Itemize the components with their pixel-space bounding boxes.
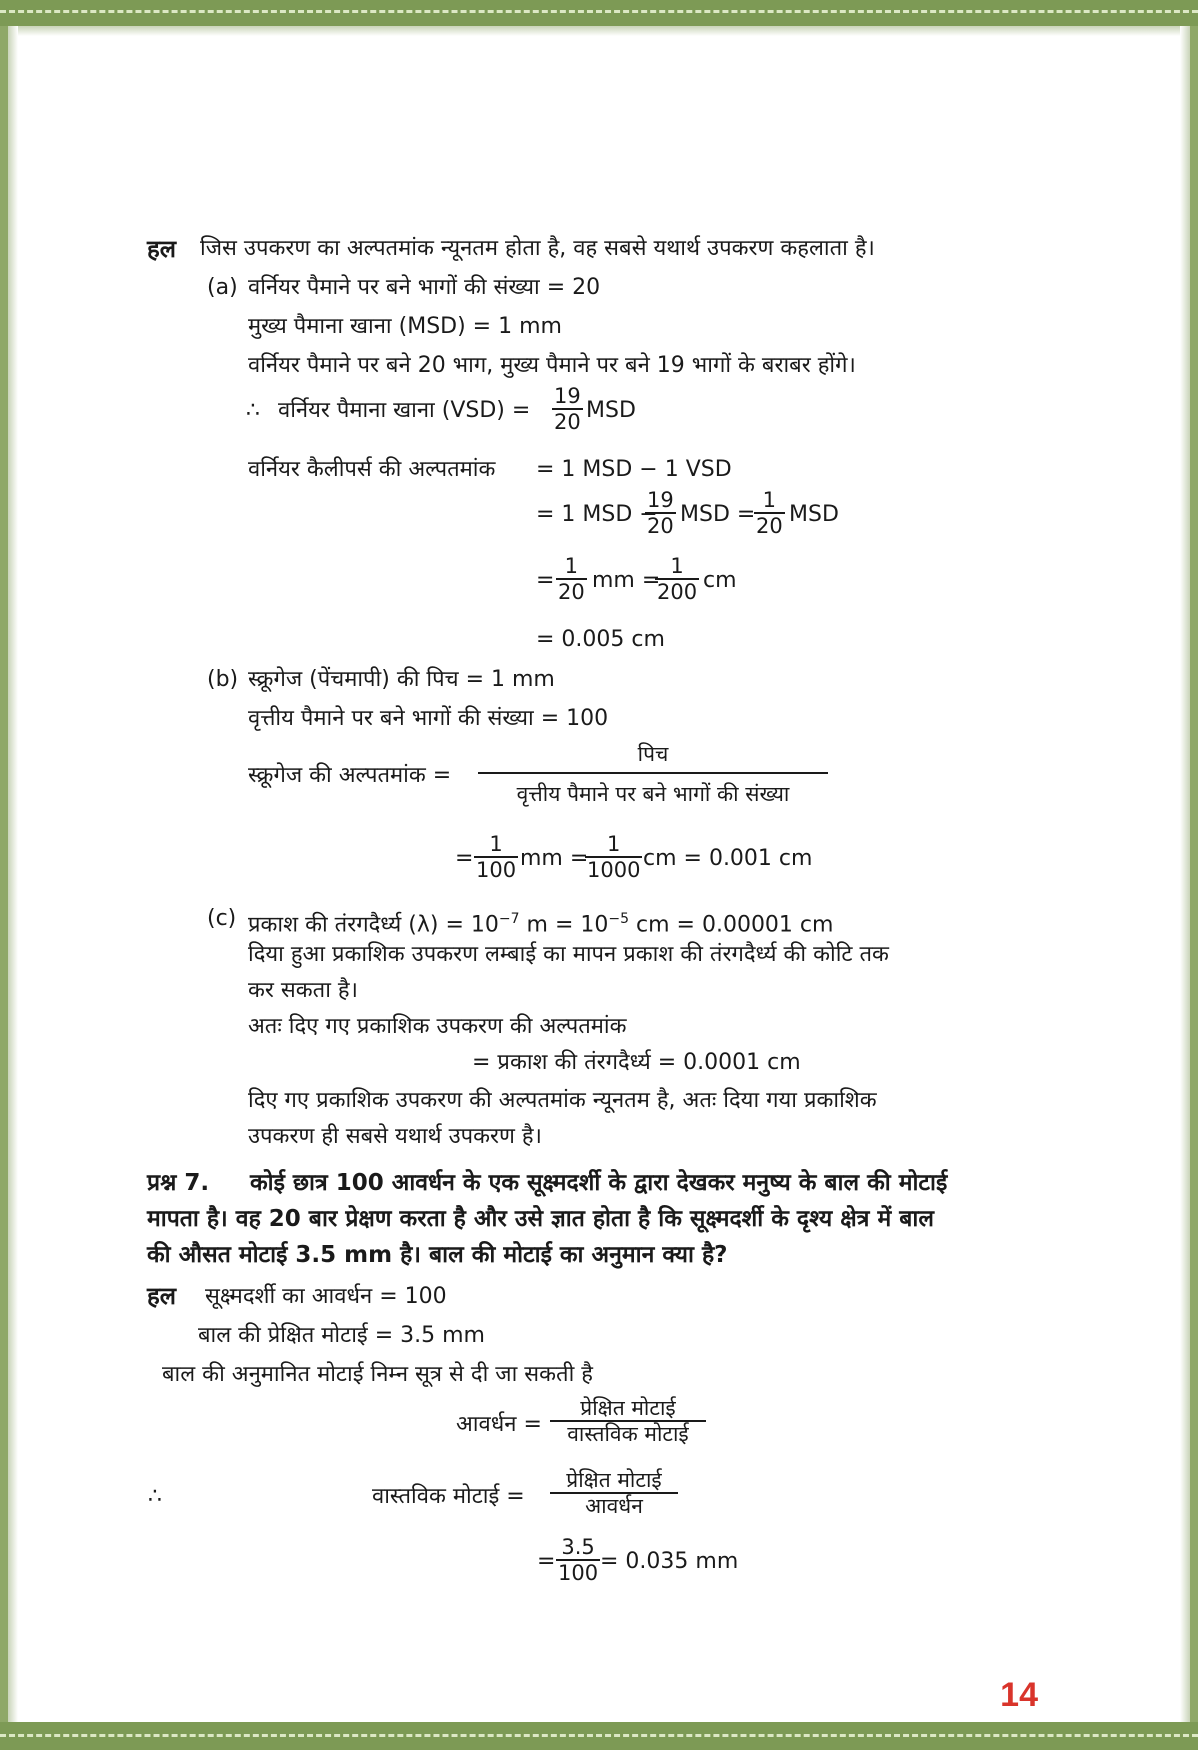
screw-lc-frac1 <box>474 832 518 882</box>
part-c-line6: दिए गए प्रकाशिक उपकरण की अल्पतमांक न्यूनतम है, अतः दिया गया प्रकाशिक <box>248 1088 877 1113</box>
part-a-marker: (a) <box>207 275 238 300</box>
denominator: 200 <box>657 580 698 604</box>
magnification-eq-lhs: आवर्धन = <box>456 1412 542 1437</box>
wavelength-text: m = 10 <box>519 912 609 938</box>
part-b-line1: स्क्रूगेज (पेंचमापी) की पिच = 1 mm <box>248 667 555 692</box>
result-pre: = <box>537 1549 556 1574</box>
part-c-line3: कर सकता है। <box>248 978 358 1003</box>
inner-shadow-right <box>1180 26 1190 1722</box>
inner-shadow-left <box>8 26 18 1722</box>
numerator: 1 <box>670 554 684 578</box>
vernier-lc-step2-mid: MSD = <box>680 502 756 527</box>
denominator: आवर्धन <box>550 1492 678 1518</box>
question-7-label: प्रश्न 7. <box>147 1170 210 1196</box>
top-border <box>0 0 1198 26</box>
solution-7-label: हल <box>147 1282 177 1310</box>
part-a-line3: वर्नियर पैमाने पर बने 20 भाग, मुख्य पैमाने पर बने 19 भागों के बराबर होंगे। <box>248 353 856 378</box>
exponent: −7 <box>498 911 520 927</box>
screw-lc-step-pre: = <box>455 846 474 871</box>
part-c-line4: अतः दिए गए प्रकाशिक उपकरण की अल्पतमांक <box>248 1014 627 1039</box>
magnification-fraction <box>550 1396 706 1446</box>
vernier-lc-step2-frac2 <box>754 488 785 538</box>
actual-thickness-lhs: वास्तविक मोटाई = <box>372 1484 525 1509</box>
wavelength-text: cm = 0.00001 cm <box>629 912 834 938</box>
screw-lc-lhs: स्क्रूगेज की अल्पतमांक = <box>248 763 452 788</box>
solution-7-line2: बाल की प्रेक्षित मोटाई = 3.5 mm <box>198 1323 485 1348</box>
numerator: 1 <box>762 488 777 512</box>
numerator: प्रेक्षित मोटाई <box>566 1468 662 1492</box>
part-c-line2: दिया हुआ प्रकाशिक उपकरण लम्बाई का मापन प्रकाश की तंरगदैर्ध्य की कोटि तक <box>248 942 889 967</box>
vernier-lc-step2-frac1 <box>645 488 676 538</box>
solution-intro: जिस उपकरण का अल्पतमांक न्यूनतम होता है, वह सबसे यथार्थ उपकरण कहलाता है। <box>200 236 875 261</box>
screw-lc-denominator: वृत्तीय पैमाने पर बने भागों की संख्या <box>478 772 828 806</box>
exponent: −5 <box>608 911 630 927</box>
screw-lc-step-post: cm = 0.001 cm <box>643 846 813 871</box>
question-7-line1: कोई छात्र 100 आवर्धन के एक सूक्ष्मदर्शी के द्वारा देखकर मनुष्य के बाल की मोटाई <box>250 1170 948 1196</box>
vernier-lc-step2-post: MSD <box>789 502 839 527</box>
part-c-line1 <box>248 906 833 938</box>
result-fraction <box>556 1535 600 1585</box>
result-post: = 0.035 mm <box>600 1549 739 1574</box>
denominator: वास्तविक मोटाई <box>550 1420 706 1446</box>
vernier-lc-step1: = 1 MSD − 1 VSD <box>536 457 732 482</box>
numerator: 1 <box>489 832 503 856</box>
screw-lc-numerator: पिच <box>637 742 669 766</box>
vernier-lc-step4: = 0.005 cm <box>536 627 665 652</box>
therefore-symbol-2: ∴ <box>148 1484 162 1509</box>
question-7-line2: मापता है। वह 20 बार प्रेक्षण करता है और उसे ज्ञात होता है कि सूक्ष्मदर्शी के दृश्य क्षेत्र में बाल <box>147 1206 934 1232</box>
left-border <box>0 26 8 1722</box>
vernier-lc-step3-post: cm <box>703 568 737 593</box>
right-border <box>1190 26 1198 1722</box>
vernier-lc-lhs: वर्नियर कैलीपर्स की अल्पतमांक <box>248 457 496 482</box>
vernier-lc-step3-frac2 <box>655 554 699 604</box>
vsd-numerator: 19 <box>554 384 581 408</box>
actual-thickness-fraction <box>550 1468 678 1518</box>
denominator: 100 <box>476 858 517 882</box>
denominator: 100 <box>558 1561 599 1585</box>
screw-lc-fraction <box>478 742 828 806</box>
therefore-symbol: ∴ <box>246 398 260 423</box>
screw-lc-frac2 <box>585 832 642 882</box>
denominator: 20 <box>756 514 783 538</box>
part-a-line1: वर्नियर पैमाने पर बने भागों की संख्या = 20 <box>248 275 601 300</box>
solution-7-line1: सूक्ष्मदर्शी का आवर्धन = 100 <box>205 1284 447 1309</box>
numerator: 1 <box>607 832 621 856</box>
part-c-line5: = प्रकाश की तंरगदैर्ध्य = 0.0001 cm <box>472 1050 801 1075</box>
denominator: 20 <box>558 580 585 604</box>
numerator: 3.5 <box>561 1535 595 1559</box>
part-b-marker: (b) <box>207 667 239 692</box>
vsd-lhs: वर्नियर पैमाना खाना (VSD) = <box>278 398 531 423</box>
numerator: 1 <box>564 554 579 578</box>
inner-shadow-top <box>8 26 1190 36</box>
part-b-line2: वृत्तीय पैमाने पर बने भागों की संख्या = 100 <box>248 706 609 731</box>
vernier-lc-step3-pre: = <box>536 568 555 593</box>
part-a-line2: मुख्य पैमाना खाना (MSD) = 1 mm <box>248 314 562 339</box>
wavelength-text: प्रकाश की तंरगदैर्ध्य (λ) = 10 <box>248 912 499 938</box>
numerator: 19 <box>647 488 674 512</box>
bottom-border <box>0 1722 1198 1750</box>
vsd-denominator: 20 <box>554 410 581 434</box>
screw-lc-step-mid: mm = <box>520 846 589 871</box>
solution-7-line3: बाल की अनुमानित मोटाई निम्न सूत्र से दी जा सकती है <box>162 1362 593 1387</box>
vernier-lc-step3-frac1 <box>556 554 587 604</box>
numerator: प्रेक्षित मोटाई <box>580 1396 676 1420</box>
solution-label: हल <box>147 235 177 263</box>
page-number: 14 <box>1000 1676 1038 1714</box>
part-c-marker: (c) <box>207 906 237 931</box>
question-7-line3: की औसत मोटाई 3.5 mm है। बाल की मोटाई का अनुमान क्या है? <box>147 1242 728 1268</box>
vsd-unit: MSD <box>586 398 636 423</box>
denominator: 20 <box>647 514 674 538</box>
vernier-lc-step2-pre: = 1 MSD − <box>536 502 658 527</box>
denominator: 1000 <box>587 858 641 882</box>
part-c-line7: उपकरण ही सबसे यथार्थ उपकरण है। <box>248 1124 542 1149</box>
vernier-lc-step3-mid: mm = <box>592 568 661 593</box>
vsd-fraction <box>552 384 583 434</box>
